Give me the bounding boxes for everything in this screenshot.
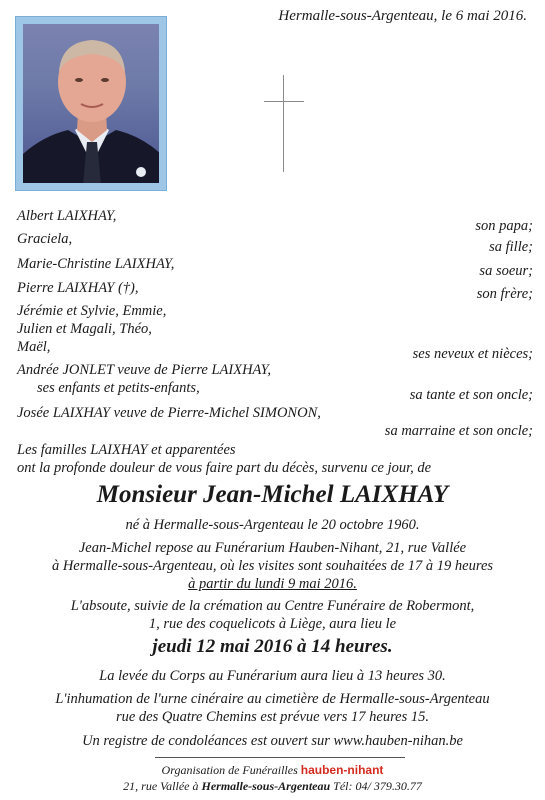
family-row-2: [17, 230, 533, 255]
family-relation: sa soeur;: [479, 263, 533, 279]
footer-divider: [155, 757, 405, 758]
nephews-line: Maël,: [17, 339, 51, 355]
visits-block: [0, 539, 545, 593]
announcement-line: Les familles LAIXHAY et apparentées: [17, 442, 236, 458]
family-name: Albert LAIXHAY,: [17, 208, 117, 224]
registry-line: Un registre de condoléances est ouvert sur www.hauben-nihan.be: [82, 733, 463, 749]
godmother-block: [17, 404, 533, 440]
date-place: Hermalle-sous-Argenteau, le 6 mai 2016.: [278, 8, 527, 24]
cross-horizontal: [264, 101, 304, 102]
footer-org-prefix: Organisation de Funérailles: [161, 763, 298, 777]
aunt-block: [17, 361, 533, 403]
inhumation-line: rue des Quatre Chemins est prévue vers 17 heures 15.: [115, 709, 430, 725]
family-relation: sa fille;: [489, 239, 533, 255]
footer-address-town: Hermalle-sous-Argenteau: [201, 779, 331, 793]
family-name: Pierre LAIXHAY (†),: [17, 280, 139, 296]
ceremony-line: L'absoute, suivie de la crémation au Centre Funéraire de Robermont,: [70, 598, 475, 614]
aunt-line: Andrée JONLET veuve de Pierre LAIXHAY,: [17, 362, 271, 378]
footer-phone: Tél: 04/ 379.30.77: [333, 779, 422, 793]
visits-line: Jean-Michel repose au Funérarium Hauben-Nihant, 21, rue Vallée: [78, 540, 467, 556]
portrait-illustration: [23, 24, 159, 183]
aunt-line: ses enfants et petits-enfants,: [37, 380, 200, 396]
family-row-3: [17, 255, 533, 279]
aunt-relation: sa tante et son oncle;: [409, 387, 533, 403]
cross-vertical: [283, 75, 284, 172]
announcement-line: ont la profonde douleur de vous faire part du décès, survenu ce jour, de: [17, 460, 432, 476]
visits-date: à partir du lundi 9 mai 2016.: [188, 576, 357, 592]
family-name: Graciela,: [17, 231, 73, 247]
footer-org: [0, 763, 545, 778]
family-name: Marie-Christine LAIXHAY,: [17, 256, 175, 272]
family-relation: son frère;: [476, 286, 533, 302]
visits-line: à Hermalle-sous-Argenteau, où les visites sont souhaitées de 17 à 19 heures: [51, 558, 494, 574]
ceremony-line: 1, rue des coquelicots à Liège, aura lieu le: [148, 616, 397, 632]
family-row-4: [17, 279, 533, 302]
family-row-1: [17, 207, 533, 234]
inhumation-block: [0, 690, 545, 726]
footer-address-prefix: 21, rue Vallée à: [123, 779, 199, 793]
footer-address: [0, 779, 545, 794]
inhumation-line: L'inhumation de l'urne cinéraire au cimetière de Hermalle-sous-Argenteau: [55, 691, 490, 707]
brand-logo-text: hauben-nihant: [300, 763, 384, 777]
announcement-block: [17, 441, 533, 477]
nephews-block: [17, 302, 533, 362]
portrait-photo: [23, 24, 159, 183]
deceased-name: Monsieur Jean-Michel LAIXHAY: [96, 481, 449, 508]
godmother-relation: sa marraine et son oncle;: [384, 423, 533, 439]
godmother-line: Josée LAIXHAY veuve de Pierre-Michel SIMONON,: [17, 405, 321, 421]
nephews-line: Jérémie et Sylvie, Emmie,: [17, 303, 167, 319]
birth-line: né à Hermalle-sous-Argenteau le 20 octobre 1960.: [125, 517, 420, 533]
ceremony-date: jeudi 12 mai 2016 à 14 heures.: [152, 636, 393, 657]
family-relation: son papa;: [475, 218, 533, 234]
portrait-frame: [15, 16, 167, 191]
levee-line: La levée du Corps au Funérarium aura lieu à 13 heures 30.: [99, 668, 446, 684]
ceremony-block: [0, 597, 545, 633]
nephews-relation: ses neveux et nièces;: [412, 346, 533, 362]
nephews-line: Julien et Magali, Théo,: [17, 321, 152, 337]
